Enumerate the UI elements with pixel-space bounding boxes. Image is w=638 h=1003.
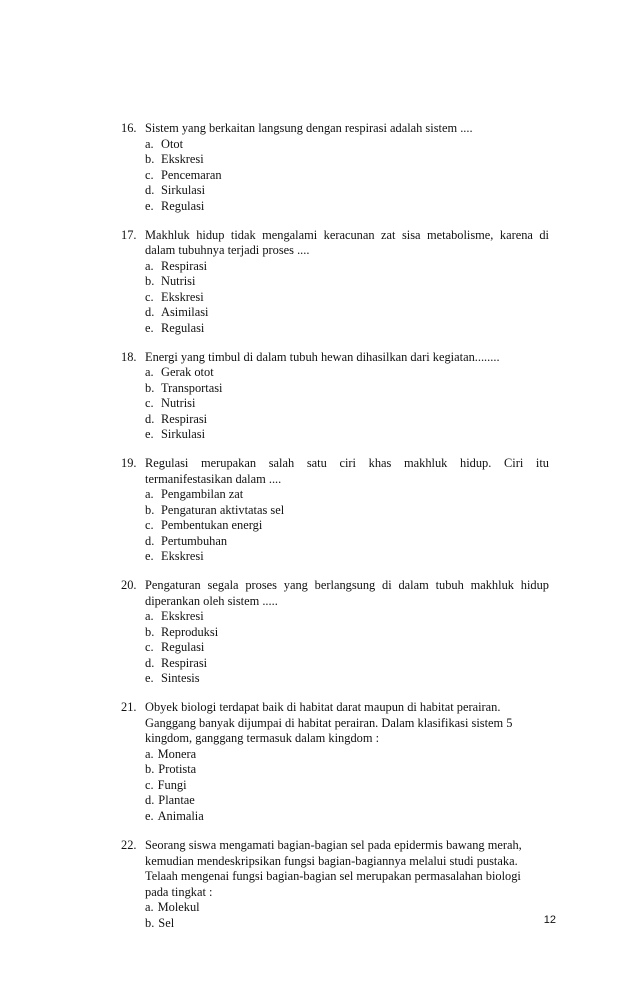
option-letter: a. (145, 609, 154, 624)
question-list (121, 121, 549, 945)
option-b (145, 916, 549, 932)
option-letter: d. (145, 183, 155, 197)
option-text: Animalia (157, 808, 204, 823)
option-c (145, 290, 549, 306)
option-e (145, 321, 549, 337)
option-letter: c. (145, 167, 154, 182)
option-text: Pembentukan energi (161, 518, 263, 533)
option-letter: d. (145, 305, 155, 320)
option-text: Asimilasi (161, 305, 209, 320)
option-c (145, 518, 549, 534)
question-number: 20. (121, 578, 137, 593)
option-letter: a. (145, 746, 154, 761)
option-c (145, 778, 549, 794)
option-letter: c. (145, 396, 154, 411)
option-text: Regulasi (161, 198, 205, 213)
option-text: Fungi (157, 777, 187, 792)
option-letter: e. (145, 671, 154, 686)
question-stem (121, 350, 549, 366)
option-text: Ekskresi (161, 152, 204, 166)
option-letter: a. (145, 900, 154, 915)
question-number: 18. (121, 349, 137, 364)
option-text: Gerak otot (161, 365, 214, 380)
option-text: Plantae (158, 793, 195, 808)
option-text: Nutrisi (161, 396, 196, 411)
question-text: Energi yang timbul di dalam tubuh hewan dihasilkan dari kegiatan........ (145, 349, 500, 364)
option-text: Respirasi (161, 258, 208, 273)
question-stem (121, 700, 549, 716)
option-text: Nutrisi (161, 274, 196, 289)
question-stem (121, 838, 549, 854)
option-text: Sel (158, 915, 175, 930)
option-a (145, 365, 549, 381)
option-b (145, 274, 549, 290)
question-number: 19. (121, 456, 137, 471)
option-c (145, 168, 549, 184)
option-letter: c. (145, 518, 154, 533)
option-text: Otot (161, 136, 184, 151)
option-text: Respirasi (161, 655, 208, 670)
option-list (145, 900, 549, 931)
question-text-continuation: kingdom, ganggang termasuk dalam kingdom : (145, 731, 380, 746)
question-17 (121, 228, 549, 337)
option-letter: c. (145, 777, 154, 792)
option-e (145, 671, 549, 687)
option-e (145, 199, 549, 215)
option-letter: e. (145, 198, 154, 213)
question-21 (121, 700, 549, 824)
option-text: Sirkulasi (161, 183, 206, 197)
question-text: Regulasi merupakan salah satu ciri khas makhluk hidup. Ciri itu (145, 456, 549, 471)
option-d (145, 183, 549, 199)
option-a (145, 900, 549, 916)
option-text: Respirasi (161, 411, 208, 426)
option-b (145, 762, 549, 778)
question-text-continuation: Telaah mengenai fungsi bagian-bagian sel merupakan permasalahan biologi (145, 869, 521, 884)
option-text: Ekskresi (161, 289, 204, 304)
option-letter: e. (145, 320, 154, 335)
option-list (145, 747, 549, 825)
option-text: Sirkulasi (161, 427, 206, 442)
option-letter: a. (145, 258, 154, 273)
question-text-continuation: kemudian mendeskripsikan fungsi bagian-bagiannya melalui studi pustaka. (145, 853, 518, 868)
option-letter: b. (145, 152, 155, 166)
option-text: Molekul (157, 900, 200, 915)
option-letter: d. (145, 655, 155, 670)
option-d (145, 305, 549, 321)
option-letter: b. (145, 915, 155, 930)
question-text-continuation: termanifestasikan dalam .... (145, 471, 282, 486)
option-text: Pertumbuhan (161, 533, 228, 548)
option-text: Protista (158, 762, 197, 777)
question-stem (121, 578, 549, 594)
option-letter: e. (145, 427, 154, 442)
option-letter: c. (145, 289, 154, 304)
option-letter: d. (145, 793, 155, 808)
option-text: Reproduksi (161, 624, 219, 639)
option-letter: b. (145, 380, 155, 395)
option-letter: a. (145, 136, 154, 151)
option-letter: e. (145, 808, 154, 823)
question-20 (121, 578, 549, 687)
option-a (145, 137, 549, 153)
option-e (145, 809, 549, 825)
option-b (145, 152, 549, 168)
question-stem (121, 228, 549, 244)
question-text-continuation: Ganggang banyak dijumpai di habitat perairan. Dalam klasifikasi sistem 5 (145, 715, 513, 730)
option-letter: b. (145, 502, 155, 517)
question-22 (121, 838, 549, 931)
option-text: Pencemaran (161, 167, 222, 182)
option-text: Ekskresi (161, 549, 204, 564)
question-text: Obyek biologi terdapat baik di habitat darat maupun di habitat perairan. (145, 700, 501, 715)
option-letter: c. (145, 640, 154, 655)
option-letter: b. (145, 624, 155, 639)
question-18 (121, 350, 549, 443)
option-a (145, 609, 549, 625)
option-text: Ekskresi (161, 609, 204, 624)
question-text: Seorang siswa mengamati bagian-bagian sel pada epidermis bawang merah, (145, 838, 522, 853)
option-text: Pengambilan zat (161, 487, 244, 502)
option-list (145, 365, 549, 443)
option-b (145, 381, 549, 397)
question-stem (121, 456, 549, 472)
option-text: Regulasi (161, 640, 205, 655)
question-number: 22. (121, 838, 137, 853)
option-list (145, 137, 549, 215)
option-a (145, 487, 549, 503)
option-d (145, 534, 549, 550)
option-d (145, 793, 549, 809)
option-letter: b. (145, 274, 155, 289)
option-c (145, 640, 549, 656)
question-text-continuation: pada tingkat : (145, 884, 213, 899)
option-d (145, 412, 549, 428)
option-e (145, 427, 549, 443)
option-text: Monera (157, 746, 197, 761)
option-c (145, 396, 549, 412)
question-number: 16. (121, 121, 137, 135)
question-number: 17. (121, 227, 137, 242)
question-19 (121, 456, 549, 565)
option-text: Regulasi (161, 320, 205, 335)
question-text: Sistem yang berkaitan langsung dengan respirasi adalah sistem .... (145, 121, 473, 135)
option-a (145, 747, 549, 763)
page-number: 12 (543, 914, 556, 926)
option-letter: a. (145, 365, 154, 380)
option-letter: b. (145, 762, 155, 777)
option-text: Sintesis (161, 671, 200, 686)
option-text: Pengaturan aktivtatas sel (161, 502, 285, 517)
option-letter: e. (145, 549, 154, 564)
option-list (145, 487, 549, 565)
option-letter: a. (145, 487, 154, 502)
question-text: Pengaturan segala proses yang berlangsung di dalam tubuh makhluk hidup (145, 578, 549, 593)
question-text-continuation: dalam tubuhnya terjadi proses .... (145, 243, 310, 258)
option-b (145, 503, 549, 519)
question-number: 21. (121, 700, 137, 715)
question-16 (121, 121, 549, 214)
option-list (145, 259, 549, 337)
question-text: Makhluk hidup tidak mengalami keracunan zat sisa metabolisme, karena di (145, 227, 549, 242)
option-a (145, 259, 549, 275)
option-letter: d. (145, 411, 155, 426)
option-list (145, 609, 549, 687)
option-d (145, 656, 549, 672)
question-text-continuation: diperankan oleh sistem ..... (145, 593, 278, 608)
option-e (145, 549, 549, 565)
option-text: Transportasi (161, 380, 223, 395)
option-b (145, 625, 549, 641)
question-stem (121, 121, 549, 137)
option-letter: d. (145, 533, 155, 548)
